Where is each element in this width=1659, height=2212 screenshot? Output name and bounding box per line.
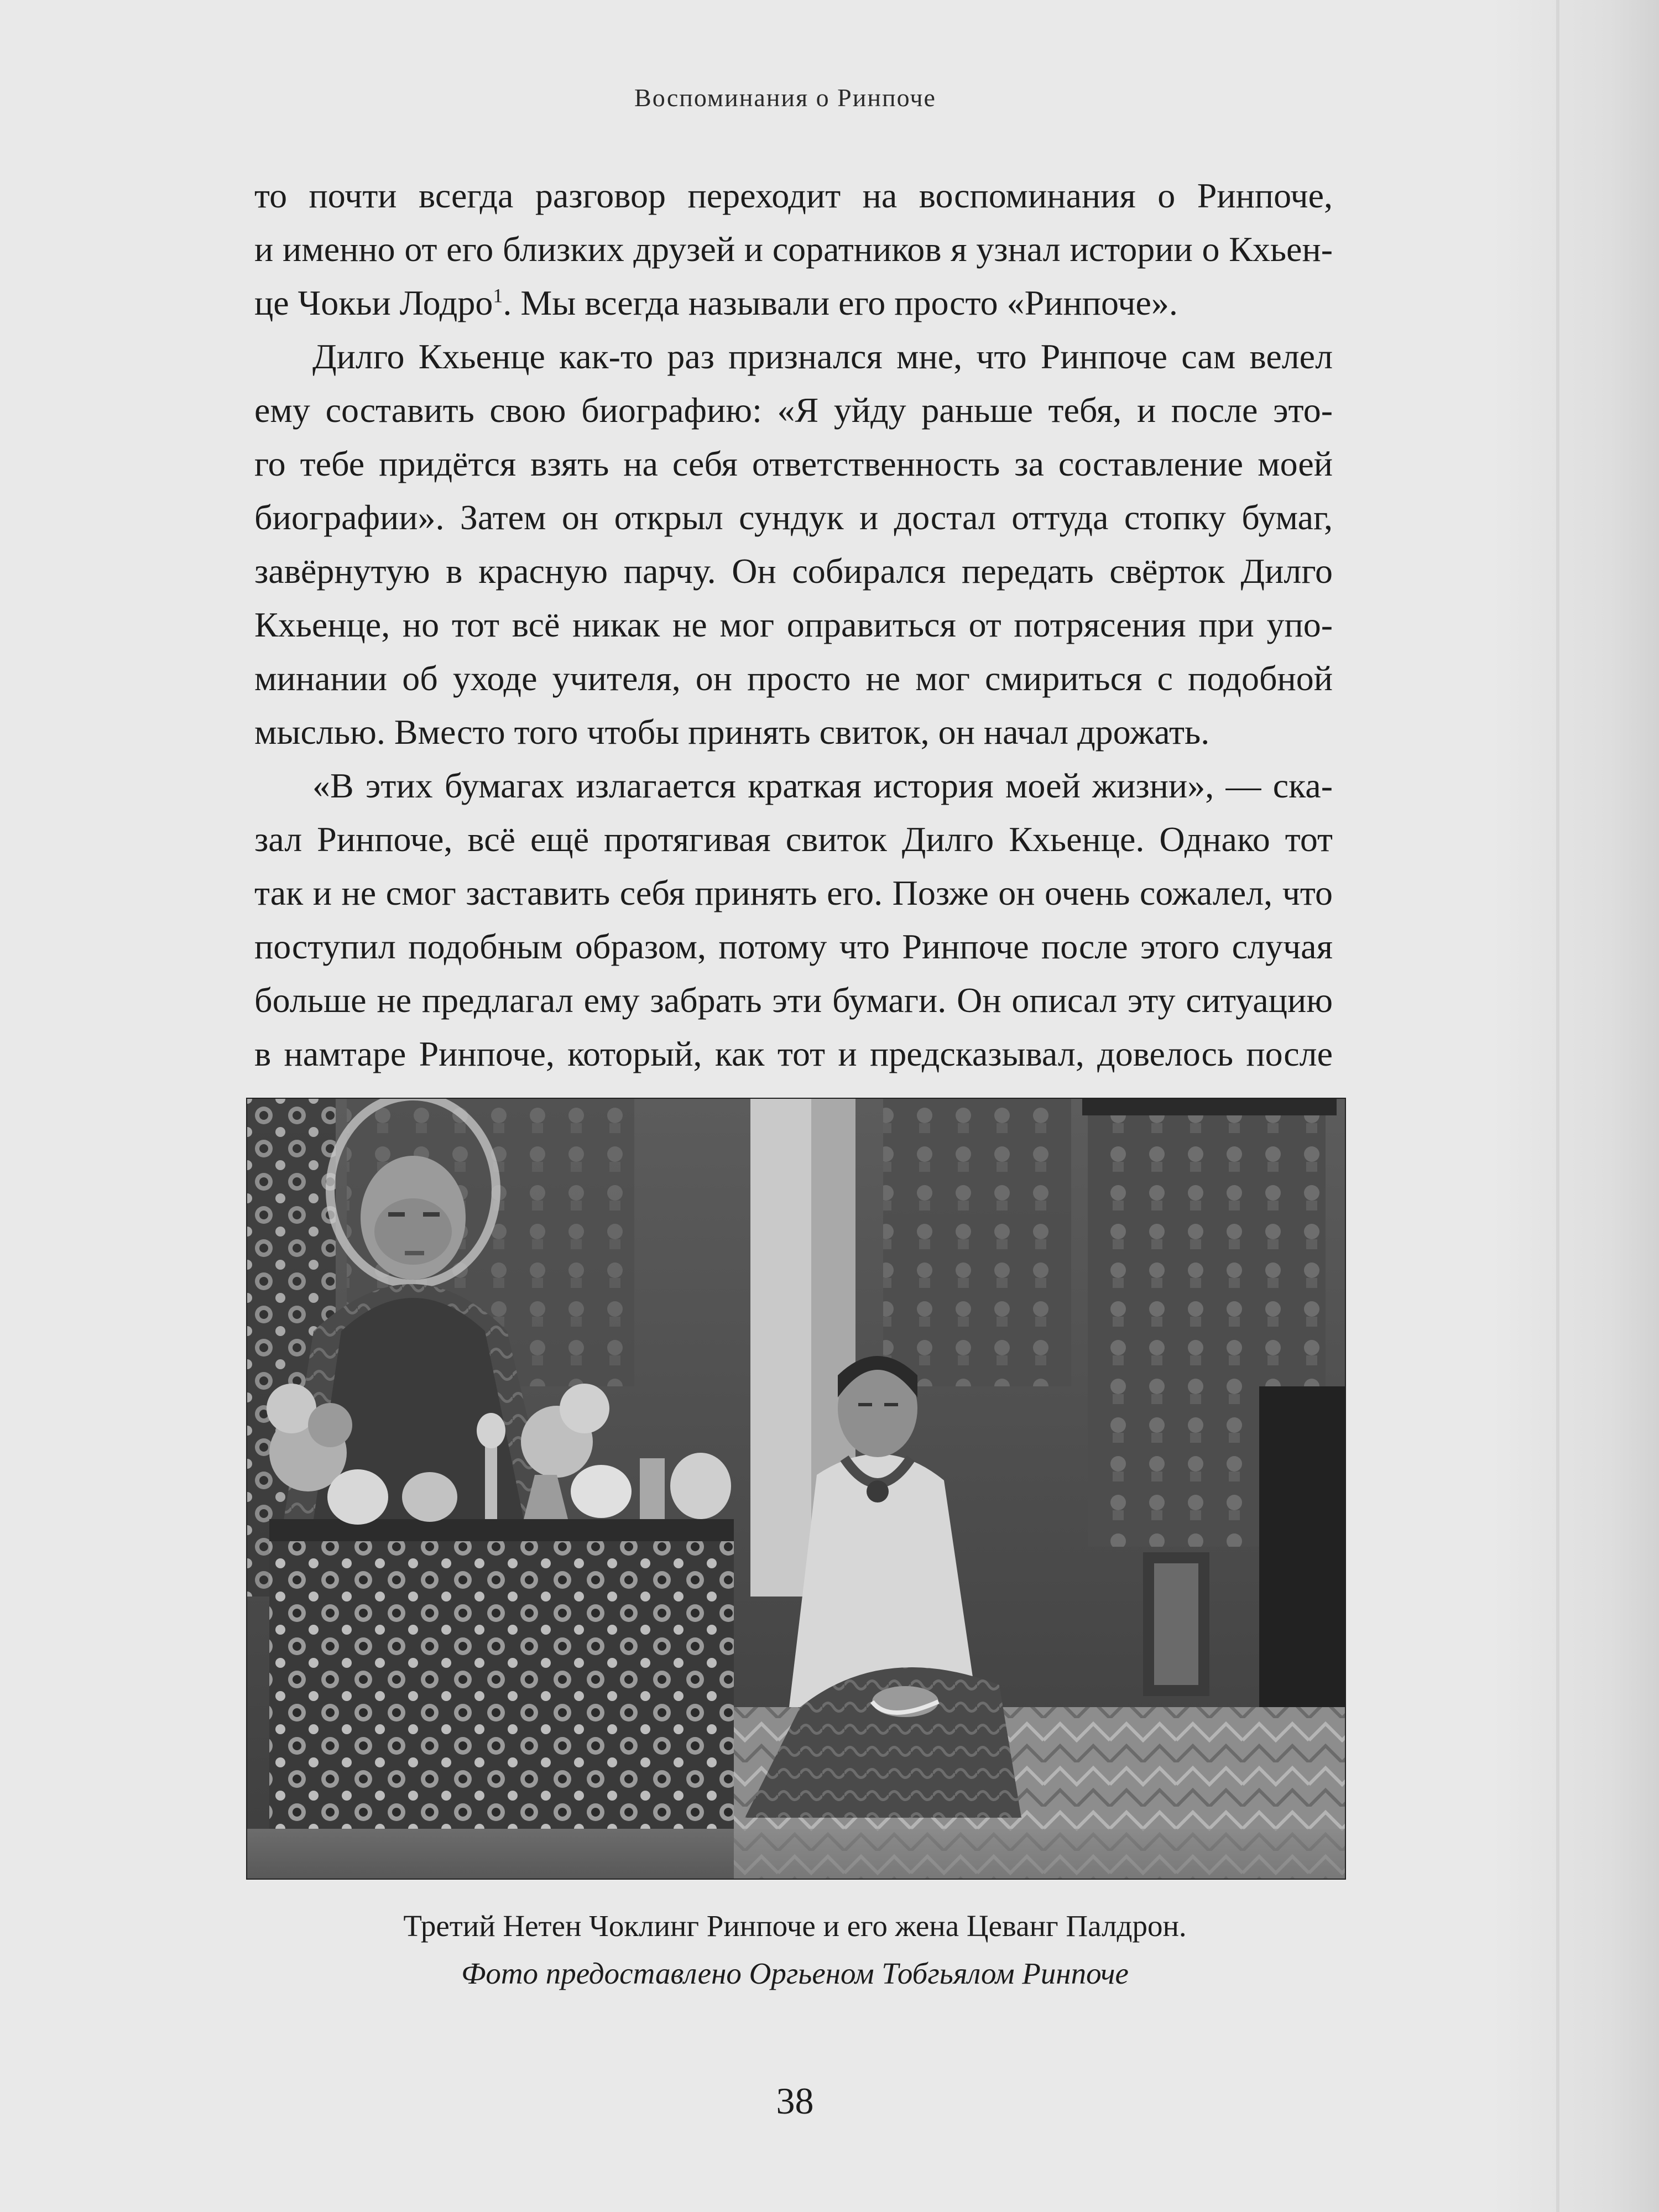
text-line-content: го тебе придётся взять на себя ответственность за составление моей [254,444,1333,483]
photo-illustration [247,1099,1345,1879]
running-head: Воспоминания о Ринпоче [634,84,936,112]
footnote-marker[interactable]: 1 [493,284,503,307]
text-line [254,812,1333,866]
body-text [254,169,1333,1134]
text-line [254,330,1333,383]
text-line [254,544,1333,598]
text-line-content: Кхьенце, но тот всё никак не мог оправиться от потрясения при упо- [254,605,1333,644]
text-line [254,920,1333,973]
text-line-continuation: . Мы всегда называли его просто «Ринпоче». [503,283,1178,322]
text-line [254,222,1333,276]
text-line [254,169,1333,222]
text-line [254,759,1333,812]
scan-edge-shadow [1493,0,1659,2212]
text-line [254,973,1333,1027]
text-line-content: ему составить свою биографию: «Я уйду раньше тебя, и после это- [254,390,1333,430]
text-line-content: и именно от его близких друзей и соратников я узнал истории о Кхьен- [254,229,1333,269]
text-line-content: «В этих бумагах излагается краткая история моей жизни», — ска- [312,766,1333,805]
text-line [254,1027,1333,1081]
text-line-content: завёрнутую в красную парчу. Он собирался передать свёрток Дилго [254,551,1333,591]
text-line [254,598,1333,651]
text-line-content: больше не предлагал ему забрать эти бумаги. Он описал эту ситуацию [254,980,1333,1020]
text-line [254,491,1333,544]
photograph [246,1098,1346,1880]
text-line [254,705,1333,759]
page-edge [1556,0,1559,2212]
text-line-content: зал Ринпоче, всё ещё протягивая свиток Дилго Кхьенце. Однако тот [254,820,1333,859]
caption-title: Третий Нетен Чоклинг Ринпоче и его жена Цеванг Палдрон. [403,1909,1187,1943]
text-line [254,276,1333,330]
text-line-content: то почти всегда разговор переходит на воспоминания о Ринпоче, [254,176,1333,215]
text-line-content: це Чокьи Лодро [254,283,493,322]
text-line [254,437,1333,491]
text-line-content: минании об уходе учителя, он просто не мог смириться с подобной [254,659,1333,698]
text-line-content: в намтаре Ринпоче, который, как тот и предсказывал, довелось после [254,1034,1333,1073]
photo-caption [0,1902,1590,1997]
text-line [254,866,1333,920]
caption-credit: Фото предоставлено Оргьеном Тобгьялом Ринпоче [461,1957,1129,1990]
text-line-content: мыслью. Вместо того чтобы принять свиток, он начал дрожать. [254,712,1210,752]
page-number: 38 [776,2080,814,2122]
text-line [254,651,1333,705]
text-line-content: Дилго Кхьенце как-то раз признался мне, что Ринпоче сам велел [312,337,1333,376]
text-line-content: поступил подобным образом, потому что Ринпоче после этого случая [254,927,1333,966]
text-line [254,383,1333,437]
text-line-content: так и не смог заставить себя принять его. Позже он очень сожалел, что [254,873,1333,912]
text-line-content: биографии». Затем он открыл сундук и достал оттуда стопку бумаг, [254,498,1333,537]
